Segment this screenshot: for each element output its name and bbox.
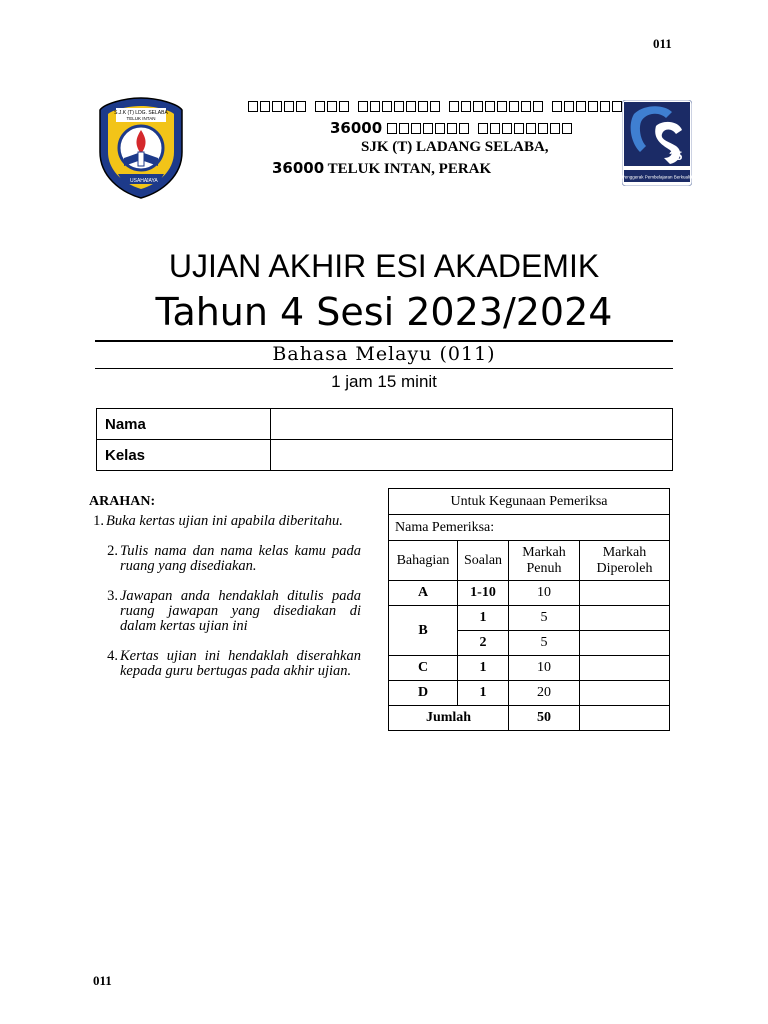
obtained-marks-cell[interactable] <box>580 631 670 656</box>
header-postcode: 36000 <box>330 119 383 137</box>
header-postcode-2: 36000 <box>272 159 325 177</box>
examiner-name-label: Nama Pemeriksa: <box>389 515 670 541</box>
question-cell: 1 <box>458 656 509 681</box>
header-town: TELUK INTAN, PERAK <box>327 161 492 177</box>
section-cell: D <box>389 681 458 706</box>
instructions-heading: ARAHAN: <box>89 494 156 509</box>
question-cell: 1 <box>458 606 509 631</box>
exam-title: UJIAN AKHIR ESI AKADEMIK <box>168 248 600 284</box>
tamil-word <box>358 100 442 115</box>
question-cell: 2 <box>458 631 509 656</box>
header-section: Bahagian <box>389 541 458 581</box>
name-field[interactable] <box>271 409 673 440</box>
obtained-marks-cell[interactable] <box>580 656 670 681</box>
full-marks-cell: 10 <box>509 656 580 681</box>
logo-text-town: TELUK INTAN <box>126 116 156 121</box>
header-line-3: SJK (T) LADANG SELABA, <box>361 139 549 155</box>
name-row <box>97 409 673 440</box>
header-question: Soalan <box>458 541 509 581</box>
instruction-text: Jawapan anda hendaklah ditulis pada ruang jawapan yang disediakan di dalam kertas ujian ini <box>120 588 361 634</box>
question-cell: 1 <box>458 681 509 706</box>
school-logo <box>98 96 184 200</box>
exam-duration: 1 jam 15 minit <box>331 372 437 391</box>
tamil-word <box>248 100 308 115</box>
instructions-list <box>88 514 361 694</box>
anniversary-badge <box>622 100 692 186</box>
total-obtained-cell[interactable] <box>580 706 670 731</box>
instruction-item <box>88 514 361 529</box>
question-cell: 1-10 <box>458 581 509 606</box>
subject-rule <box>95 368 673 369</box>
name-label: Nama <box>97 409 271 440</box>
header-line-4 <box>272 159 491 178</box>
badge-number: 25 <box>669 149 683 163</box>
instruction-item <box>88 649 361 679</box>
total-label: Jumlah <box>389 706 509 731</box>
exam-year-session: Tahun 4 Sesi 2023/2024 <box>155 290 613 334</box>
section-cell: A <box>389 581 458 606</box>
instruction-number: 3. <box>107 588 118 604</box>
total-row <box>389 706 670 731</box>
class-label: Kelas <box>97 440 271 471</box>
badge-caption: Penggerak Pembelajaran Berkualiti <box>622 174 692 180</box>
full-marks-cell: 5 <box>509 606 580 631</box>
logo-text-school: S.J.K (T) LDG. SELABA <box>114 110 168 116</box>
table-row <box>389 581 670 606</box>
page-code-bottom: 011 <box>93 973 112 988</box>
header-full-marks: Markah Penuh <box>509 541 580 581</box>
full-marks-cell: 20 <box>509 681 580 706</box>
instruction-item <box>88 589 361 634</box>
instruction-number: 4. <box>107 648 118 664</box>
full-marks-cell: 5 <box>509 631 580 656</box>
examiner-table-title: Untuk Kegunaan Pemeriksa <box>389 489 670 515</box>
class-row <box>97 440 673 471</box>
logo-text-motto-2: JAYA <box>146 178 158 184</box>
instruction-number: 1. <box>93 513 104 529</box>
section-cell: B <box>389 606 458 656</box>
header-obtained-marks: Markah Diperoleh <box>580 541 670 581</box>
tamil-word <box>387 119 471 137</box>
header-line-2 <box>330 119 581 137</box>
obtained-marks-cell[interactable] <box>580 581 670 606</box>
logo-text-motto-1: USAHA <box>130 178 148 184</box>
table-row <box>389 656 670 681</box>
instruction-text: Tulis nama dan nama kelas kamu pada ruang yang disediakan. <box>120 543 361 574</box>
page-code-top: 011 <box>653 36 672 51</box>
full-marks-cell: 10 <box>509 581 580 606</box>
obtained-marks-cell[interactable] <box>580 606 670 631</box>
title-rule <box>95 340 673 342</box>
student-info-table <box>96 408 673 471</box>
tamil-word <box>449 100 545 115</box>
instruction-number: 2. <box>107 543 118 559</box>
instruction-item <box>88 544 361 574</box>
table-row <box>389 681 670 706</box>
instruction-text: Kertas ujian ini hendaklah diserahkan kepada guru bertugas pada akhir ujian. <box>120 648 361 679</box>
table-row <box>389 606 670 631</box>
examiner-table <box>388 488 670 731</box>
subject-title: Bahasa Melayu (011) <box>272 343 496 365</box>
total-value: 50 <box>509 706 580 731</box>
obtained-marks-cell[interactable] <box>580 681 670 706</box>
class-field[interactable] <box>271 440 673 471</box>
tamil-word <box>315 100 351 115</box>
instruction-text: Buka kertas ujian ini apabila diberitahu. <box>106 513 343 529</box>
tamil-word <box>478 119 574 137</box>
section-cell: C <box>389 656 458 681</box>
